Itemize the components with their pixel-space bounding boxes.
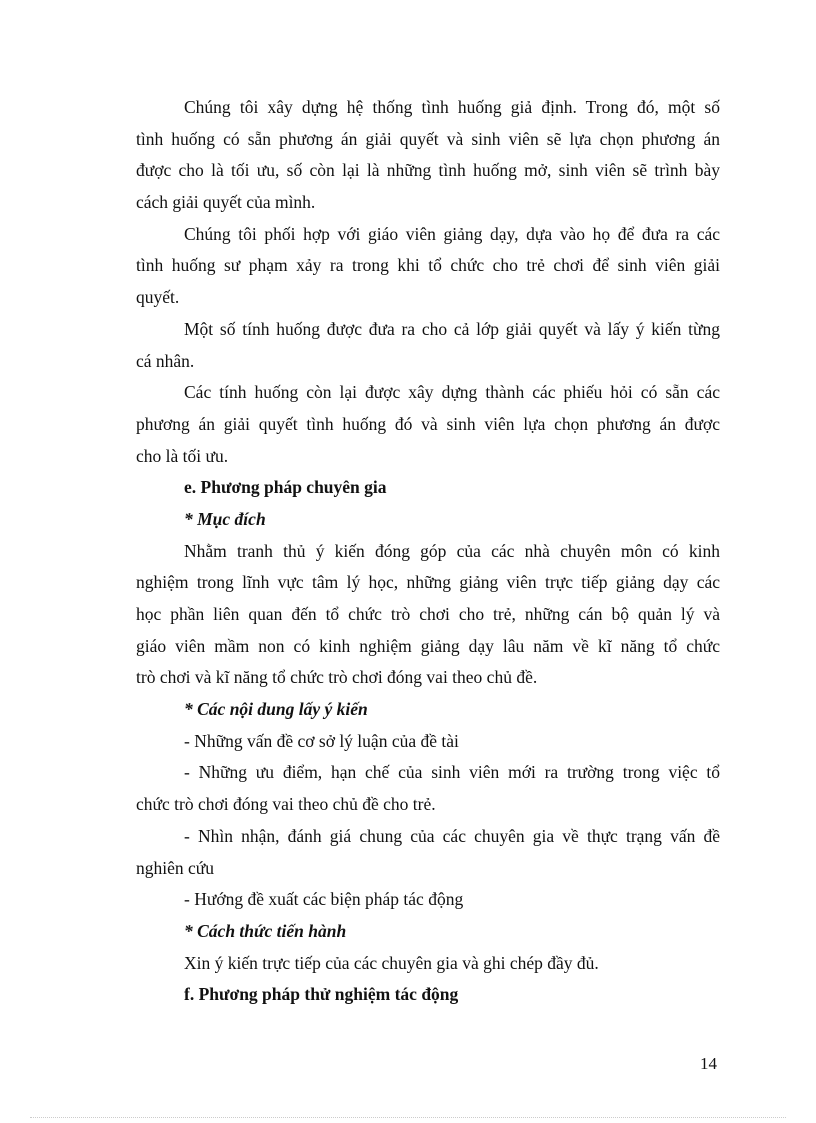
- subsection-heading: * Các nội dung lấy ý kiến: [184, 699, 368, 720]
- paragraph-line: phương án giải quyết tình huống đó và sinh viên lựa chọn phương án được: [136, 413, 720, 434]
- paragraph-line: Nhằm tranh thủ ý kiến đóng góp của các nhà chuyên môn có kinh: [184, 540, 720, 561]
- paragraph-line: Chúng tôi xây dựng hệ thống tình huống giả định. Trong đó, một số: [184, 97, 720, 117]
- paragraph-line: Xin ý kiến trực tiếp của các chuyên gia và ghi chép đầy đủ.: [184, 952, 599, 973]
- paragraph-line: cách giải quyết của mình.: [136, 192, 316, 213]
- paragraph-line: cho là tối ưu.: [136, 445, 229, 466]
- paragraph-line: nghiệm trong lĩnh vực tâm lý học, những giảng viên trực tiếp giảng dạy các: [136, 572, 720, 593]
- paragraph-line: Chúng tôi phối hợp với giáo viên giảng dạy, dựa vào họ để đưa ra các: [184, 223, 720, 244]
- subsection-heading: * Cách thức tiến hành: [184, 920, 347, 941]
- subsection-heading: * Mục đích: [184, 508, 266, 529]
- list-item-continuation: nghiên cứu: [136, 857, 215, 878]
- section-heading: f. Phương pháp thử nghiệm tác động: [184, 984, 459, 1005]
- body-text: [136, 92, 720, 1011]
- paragraph-line: học phần liên quan đến tổ chức trò chơi cho trẻ, những cán bộ quản lý và: [136, 604, 720, 624]
- list-item-continuation: chức trò chơi đóng vai theo chủ đề cho trẻ.: [136, 794, 436, 815]
- page-number: 14: [700, 1054, 717, 1073]
- paragraph-line: Một số tính huống được đưa ra cho cả lớp giải quyết và lấy ý kiến từng: [184, 318, 720, 339]
- page-bottom-divider: [30, 1117, 786, 1118]
- paragraph-line: Các tính huống còn lại được xây dựng thành các phiếu hỏi có sẵn các: [184, 382, 720, 403]
- paragraph-line: quyết.: [136, 287, 180, 308]
- paragraph-line: tình huống sư phạm xảy ra trong khi tổ chức cho trẻ chơi để sinh viên giải: [136, 255, 720, 276]
- list-item: - Những ưu điểm, hạn chế của sinh viên mới ra trường trong việc tổ: [184, 762, 720, 783]
- list-item: - Nhìn nhận, đánh giá chung của các chuyên gia về thực trạng vấn đề: [184, 825, 720, 846]
- paragraph-line: được cho là tối ưu, số còn lại là những tình huống mở, sinh viên sẽ trình bày: [136, 160, 720, 181]
- paragraph-line: cá nhân.: [136, 350, 195, 371]
- paragraph-line: tình huống có sẵn phương án giải quyết và sinh viên sẽ lựa chọn phương án: [136, 128, 720, 149]
- section-heading: e. Phương pháp chuyên gia: [184, 477, 387, 498]
- paragraph-line: giáo viên mầm non có kinh nghiệm giảng dạy lâu năm về kĩ năng tổ chức: [136, 635, 720, 656]
- paragraph-line: trò chơi và kĩ năng tổ chức trò chơi đóng vai theo chủ đề.: [136, 667, 538, 688]
- list-item: - Những vấn đề cơ sở lý luận của đề tài: [184, 730, 459, 751]
- list-item: - Hướng đề xuất các biện pháp tác động: [184, 889, 464, 910]
